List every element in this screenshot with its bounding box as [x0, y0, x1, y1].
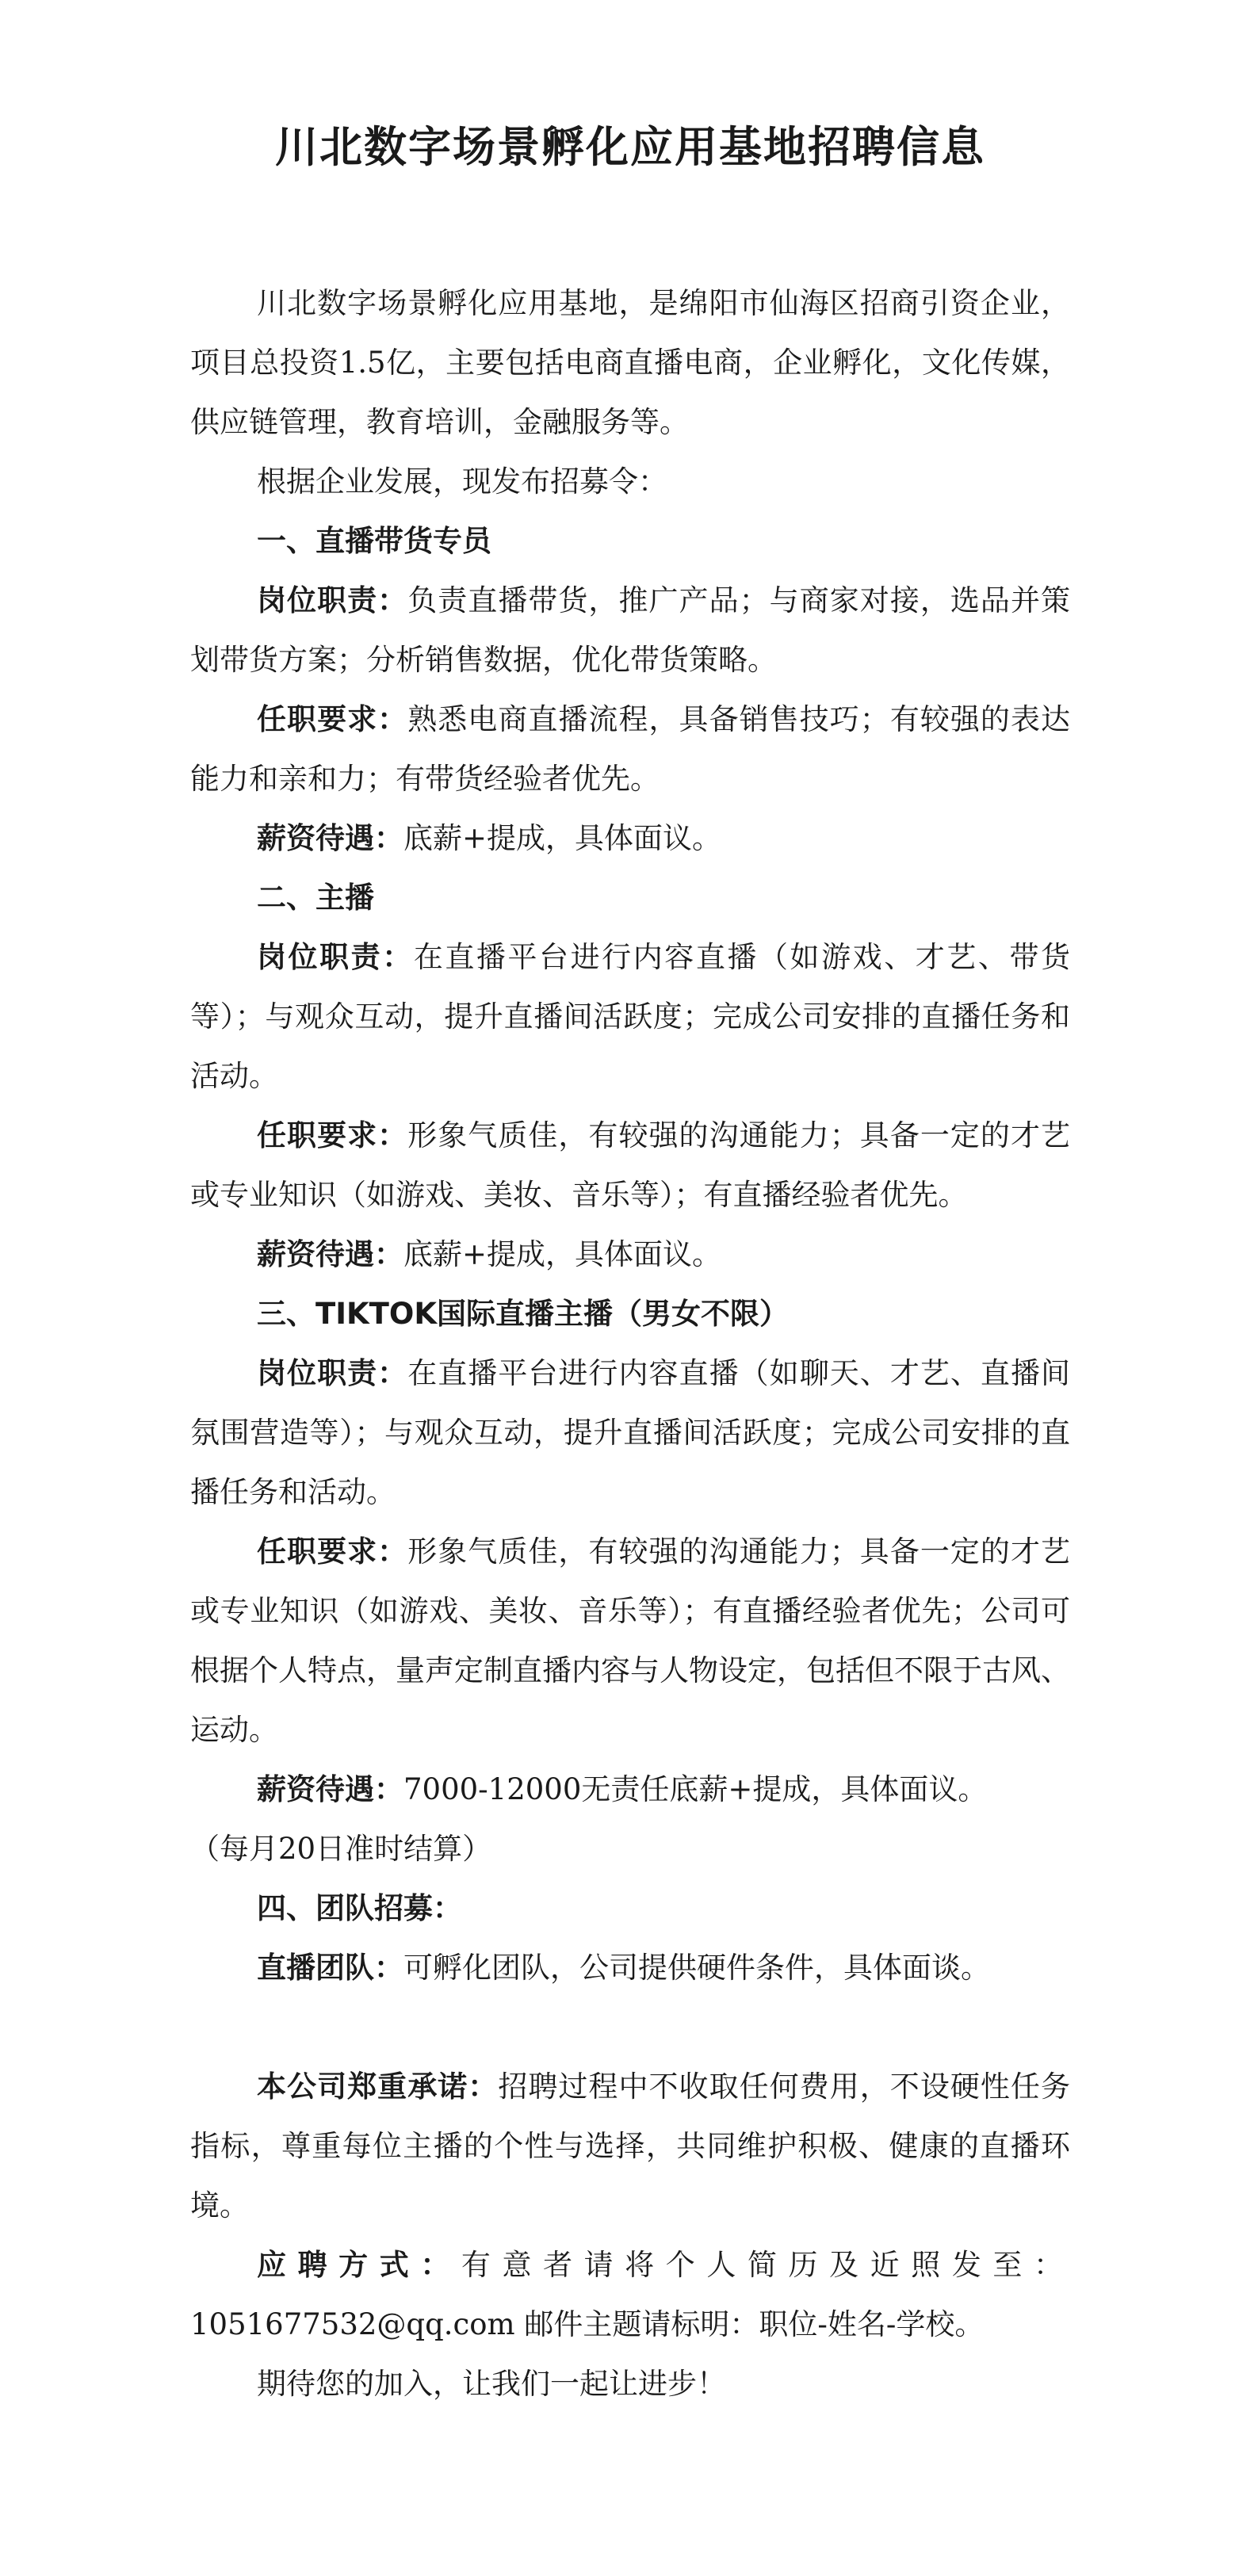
- section-2-duty-text: 在直播平台进行内容直播（如游戏、才艺、带货等）；与观众互动，提升直播间活跃度；完成公司安排的直播任务和活动。: [190, 940, 1071, 1093]
- intro-paragraph: 川北数字场景孵化应用基地，是绵阳市仙海区招商引资企业，项目总投资1.5亿，主要包括电商直播电商，企业孵化，文化传媒，供应链管理，教育培训，金融服务等。: [190, 286, 1070, 439]
- section-2-req-text: 形象气质佳，有较强的沟通能力；具备一定的才艺或专业知识（如游戏、美妆、音乐等）；有直播经验者优先。: [190, 1118, 1071, 1212]
- section-2-pay: [190, 1225, 1070, 1284]
- apply-text: 有意者请将个人简历及近照发至：: [461, 2248, 1071, 2282]
- section-3-duty-label: 岗位职责：: [257, 1356, 408, 1390]
- apply-label: 应聘方式：: [257, 2248, 461, 2282]
- section-1-req-label: 任职要求：: [257, 702, 408, 736]
- apply-paragraph: [190, 2235, 1070, 2354]
- section-3-heading: 三、TIKTOK国际直播主播（男女不限）: [257, 1297, 790, 1331]
- document-body: [190, 273, 1070, 2414]
- section-1-req-text: 熟悉电商直播流程，具备销售技巧；有较强的表达能力和亲和力；有带货经验者优先。: [190, 702, 1071, 796]
- intro-notice: 根据企业发展，现发布招募令：: [257, 464, 667, 499]
- section-1-duty: [190, 571, 1070, 690]
- section-3-pay-label: 薪资待遇：: [257, 1772, 403, 1806]
- section-2-pay-text: 底薪+提成，具体面议。: [403, 1237, 722, 1271]
- apply-subject: 邮件主题请标明：职位-姓名-学校。: [514, 2307, 985, 2341]
- section-3-duty: [190, 1343, 1070, 1522]
- section-1-pay: [190, 808, 1070, 868]
- section-3-pay-text: 7000-12000无责任底薪+提成，具体面议。: [403, 1772, 988, 1806]
- spacer: [190, 1997, 1070, 2057]
- section-3-pay-note: （每月20日准时结算）: [190, 1832, 492, 1866]
- section-4-heading: 四、团队招募：: [257, 1891, 462, 1925]
- promise-paragraph: [190, 2057, 1070, 2235]
- team-label: 直播团队：: [257, 1951, 403, 1985]
- section-2-duty: [190, 927, 1070, 1106]
- promise-label: 本公司郑重承诺：: [257, 2070, 499, 2104]
- team-text: 可孵化团队，公司提供硬件条件，具体面谈。: [403, 1951, 990, 1985]
- section-2-pay-label: 薪资待遇：: [257, 1237, 403, 1271]
- section-3-duty-text: 在直播平台进行内容直播（如聊天、才艺、直播间氛围营造等）；与观众互动，提升直播间活跃度；完成公司安排的直播任务和活动。: [190, 1356, 1071, 1509]
- section-1-pay-text: 底薪+提成，具体面议。: [403, 821, 722, 855]
- section-1-pay-label: 薪资待遇：: [257, 821, 403, 855]
- section-3-pay: [190, 1760, 1070, 1819]
- section-3-requirement: [190, 1522, 1070, 1760]
- section-1-duty-text: 负责直播带货，推广产品；与商家对接，选品并策划带货方案；分析销售数据，优化带货策略。: [190, 583, 1071, 677]
- section-1-duty-label: 岗位职责：: [257, 583, 408, 617]
- section-2-requirement: [190, 1106, 1070, 1225]
- section-2-heading: 二、主播: [257, 881, 374, 915]
- section-2-req-label: 任职要求：: [257, 1118, 408, 1152]
- closing-line: 期待您的加入，让我们一起让进步！: [257, 2367, 726, 2401]
- apply-email: 1051677532@qq.com: [190, 2307, 515, 2341]
- section-1-heading: 一、直播带货专员: [257, 524, 491, 558]
- section-1-requirement: [190, 690, 1070, 808]
- section-3-req-text: 形象气质佳，有较强的沟通能力；具备一定的才艺或专业知识（如游戏、美妆、音乐等）；有直播经验者优先；公司可根据个人特点，量声定制直播内容与人物设定，包括但不限于古风、运动。: [190, 1535, 1071, 1747]
- section-2-duty-label: 岗位职责：: [257, 940, 414, 974]
- team-paragraph: [190, 1938, 1070, 1997]
- page-title: 川北数字场景孵化应用基地招聘信息: [275, 121, 985, 172]
- section-3-req-label: 任职要求：: [257, 1535, 408, 1569]
- promise-text: 招聘过程中不收取任何费用，不设硬性任务指标，尊重每位主播的个性与选择，共同维护积极、健康的直播环境。: [190, 2070, 1071, 2222]
